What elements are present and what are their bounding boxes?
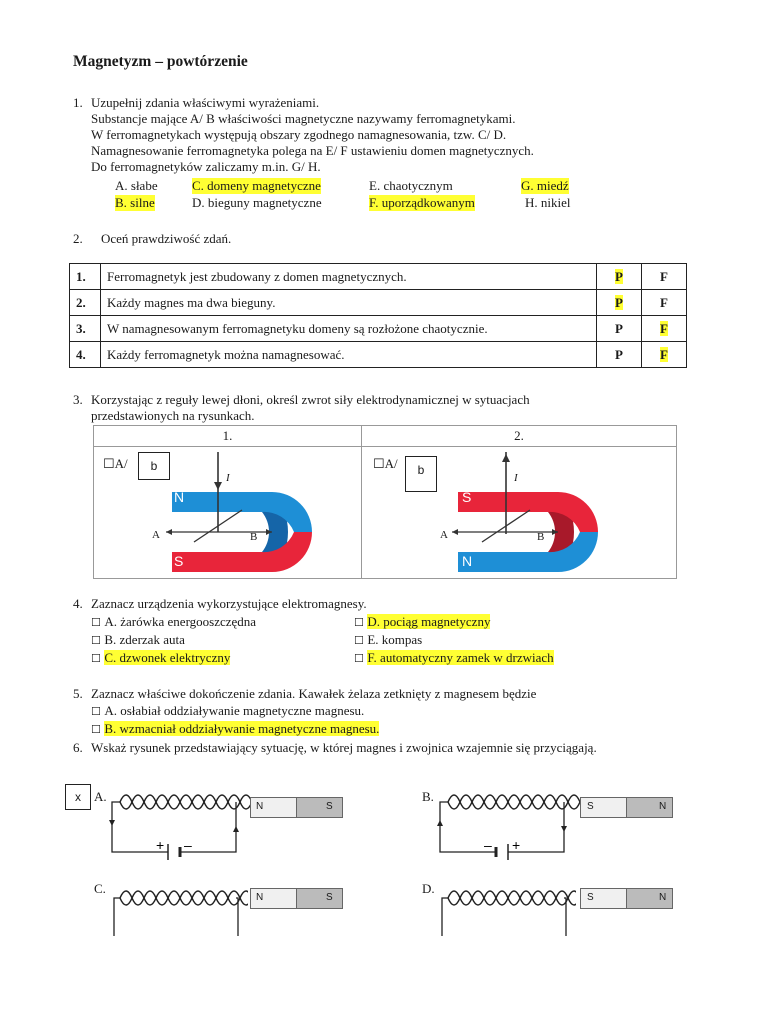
- q1-option-c[interactable]: C. domeny magnetyczne: [192, 178, 321, 193]
- arrow-left-icon: [166, 529, 172, 535]
- panel-1-top-pole: N: [174, 489, 185, 505]
- fig-d-label: D.: [422, 881, 435, 896]
- panel-2-top-pole: S: [462, 489, 472, 505]
- row-number: 4.: [70, 342, 101, 368]
- q3-figure-table: [93, 425, 677, 579]
- panel-1-header: 1.: [94, 426, 362, 447]
- q5-option-b[interactable]: B. wzmacniał oddziaływanie magnetyczne magnesu.: [104, 721, 380, 736]
- panel-1-choice: ☐A/: [103, 456, 128, 471]
- f-cell[interactable]: [642, 290, 687, 316]
- q1-instruction: Uzupełnij zdania właściwymi wyrażeniami.: [91, 95, 320, 110]
- coil-icon: [120, 795, 252, 802]
- q4-option-a[interactable]: A. żarówka energooszczędna: [104, 614, 257, 629]
- coil-icon: [448, 891, 576, 898]
- q2-instruction: Oceń prawdziwość zdań.: [101, 231, 232, 246]
- fig-b-label: B.: [422, 789, 434, 804]
- q1-sentence-1: Substancje mające A/ B właściwości magnetyczne nazywamy ferromagnetykami.: [91, 111, 516, 126]
- panel-divider: [361, 426, 362, 578]
- panel-2-label-b: B: [537, 531, 545, 543]
- q4-number: 4.: [73, 596, 83, 611]
- checkbox-icon[interactable]: ☐: [91, 723, 105, 736]
- statement: Każdy ferromagnetyk można namagnesować.: [101, 342, 597, 368]
- table-row: [70, 290, 687, 316]
- q4-instruction: Zaznacz urządzenia wykorzystujące elektromagnesy.: [91, 596, 367, 611]
- f-option[interactable]: F: [660, 320, 668, 336]
- row-number: 1.: [70, 264, 101, 290]
- table-row: [70, 342, 687, 368]
- q1-option-f[interactable]: F. uporządkowanym: [369, 195, 475, 210]
- panel-2-choice: ☐A/: [373, 456, 398, 471]
- statement: W namagnesowanym ferromagnetyku domeny są rozłożone chaotycznie.: [101, 316, 597, 342]
- arrow-left-icon: [452, 529, 458, 535]
- q3-instruction-line-2: przedstawionych na rysunkach.: [91, 408, 255, 423]
- q1-option-h[interactable]: H. nikiel: [525, 195, 571, 210]
- p-option[interactable]: P: [615, 268, 623, 284]
- row-number: 2.: [70, 290, 101, 316]
- fig-a-pole-right: S: [326, 801, 333, 812]
- fig-d-pole-left: S: [587, 892, 594, 903]
- f-cell[interactable]: [642, 342, 687, 368]
- q6-instruction: Wskaż rysunek przedstawiający sytuację, w której magnes i zwojnica wzajemnie się przyciągają.: [91, 740, 597, 755]
- checkbox-icon[interactable]: ☐: [91, 652, 105, 665]
- solenoid-c: [108, 880, 248, 940]
- q1-number: 1.: [73, 95, 83, 110]
- f-cell[interactable]: [642, 316, 687, 342]
- checkbox-icon[interactable]: ☐: [354, 634, 368, 647]
- q4-option-f[interactable]: F. automatyczny zamek w drzwiach: [367, 650, 554, 665]
- p-cell[interactable]: [597, 264, 642, 290]
- q5-instruction: Zaznacz właściwe dokończenie zdania. Kawałek żelaza zetknięty z magnesem będzie: [91, 686, 537, 701]
- q6-answer-box[interactable]: x: [65, 784, 91, 810]
- q1-option-b[interactable]: B. silne: [115, 195, 155, 210]
- checkbox-icon[interactable]: ☐: [91, 634, 105, 647]
- q2-number: 2.: [73, 231, 83, 246]
- f-cell[interactable]: [642, 264, 687, 290]
- statement: Każdy magnes ma dwa bieguny.: [101, 290, 597, 316]
- panel-1-label-b: B: [250, 531, 258, 543]
- q3-instruction-line-1: Korzystając z reguły lewej dłoni, określ zwrot siły elektrodynamicznej w sytuacjach: [91, 392, 530, 407]
- svg-text:–: –: [184, 837, 192, 853]
- solenoid-d: [436, 880, 576, 940]
- panel-2-label-a: A: [440, 529, 448, 541]
- fig-c-pole-left: N: [256, 892, 264, 903]
- panel-1-bottom-pole: S: [174, 553, 184, 569]
- f-option[interactable]: F: [660, 346, 668, 362]
- checkbox-icon[interactable]: ☐: [354, 652, 368, 665]
- fig-a-pole-left: N: [256, 801, 264, 812]
- panel-1-current-label: I: [226, 472, 230, 484]
- q1-sentence-3: Namagnesowanie ferromagnetyka polega na E/ F ustawieniu domen magnetycznych.: [91, 143, 534, 158]
- q3-number: 3.: [73, 392, 83, 407]
- svg-text:–: –: [484, 837, 492, 853]
- fig-a-label: A.: [94, 789, 107, 804]
- current-arrow-icon: [214, 482, 222, 490]
- true-false-table: [69, 263, 687, 368]
- fig-c-pole-right: S: [326, 892, 333, 903]
- statement: Ferromagnetyk jest zbudowany z domen magnetycznych.: [101, 264, 597, 290]
- panel-2-current-label: I: [514, 472, 518, 484]
- coil-icon: [448, 795, 580, 802]
- q6-number: 6.: [73, 740, 83, 755]
- fig-c-label: C.: [94, 881, 106, 896]
- q4-option-d[interactable]: D. pociąg magnetyczny: [367, 614, 491, 629]
- fig-d-pole-right: N: [659, 892, 667, 903]
- q1-sentence-2: W ferromagnetykach występują obszary zgodnego namagnesowania, tzw. C/ D.: [91, 127, 507, 142]
- svg-text:+: +: [512, 837, 521, 853]
- table-row: [70, 264, 687, 290]
- svg-text:+: +: [156, 837, 165, 853]
- q4-option-e[interactable]: E. kompas: [367, 632, 423, 647]
- p-option[interactable]: P: [615, 320, 623, 336]
- q1-sentence-4: Do ferromagnetyków zaliczamy m.in. G/ H.: [91, 159, 321, 174]
- fig-b-pole-left: S: [587, 801, 594, 812]
- checkbox-icon[interactable]: ☐: [91, 616, 105, 629]
- q1-option-g[interactable]: G. miedź: [521, 178, 569, 193]
- p-option[interactable]: P: [615, 294, 623, 310]
- p-option[interactable]: P: [615, 346, 623, 362]
- q5-number: 5.: [73, 686, 83, 701]
- checkbox-icon[interactable]: ☐: [354, 616, 368, 629]
- p-cell[interactable]: [597, 316, 642, 342]
- q5-option-a[interactable]: A. osłabiał oddziaływanie magnetyczne magnesu.: [104, 703, 365, 718]
- current-arrow-icon: [502, 454, 510, 462]
- panel-2-header: 2.: [362, 426, 676, 447]
- fig-b-pole-right: N: [659, 801, 667, 812]
- p-cell[interactable]: [597, 290, 642, 316]
- panel-1-answer-box[interactable]: b: [138, 452, 170, 480]
- panel-2-answer-box[interactable]: b: [405, 456, 437, 492]
- page-title: Magnetyzm – powtórzenie: [73, 53, 248, 70]
- coil-icon: [120, 891, 248, 898]
- p-cell[interactable]: [597, 342, 642, 368]
- row-number: 3.: [70, 316, 101, 342]
- checkbox-icon[interactable]: ☐: [91, 705, 105, 718]
- q4-option-b[interactable]: B. zderzak auta: [104, 632, 185, 647]
- q1-option-a[interactable]: A. słabe: [115, 178, 158, 193]
- panel-1-label-a: A: [152, 529, 160, 541]
- f-option[interactable]: F: [660, 294, 668, 310]
- f-option[interactable]: F: [660, 268, 668, 284]
- q1-option-e[interactable]: E. chaotycznym: [369, 178, 453, 193]
- table-row: [70, 316, 687, 342]
- panel-2-bottom-pole: N: [462, 553, 473, 569]
- q1-option-d[interactable]: D. bieguny magnetyczne: [192, 195, 322, 210]
- q4-option-c[interactable]: C. dzwonek elektryczny: [104, 650, 231, 665]
